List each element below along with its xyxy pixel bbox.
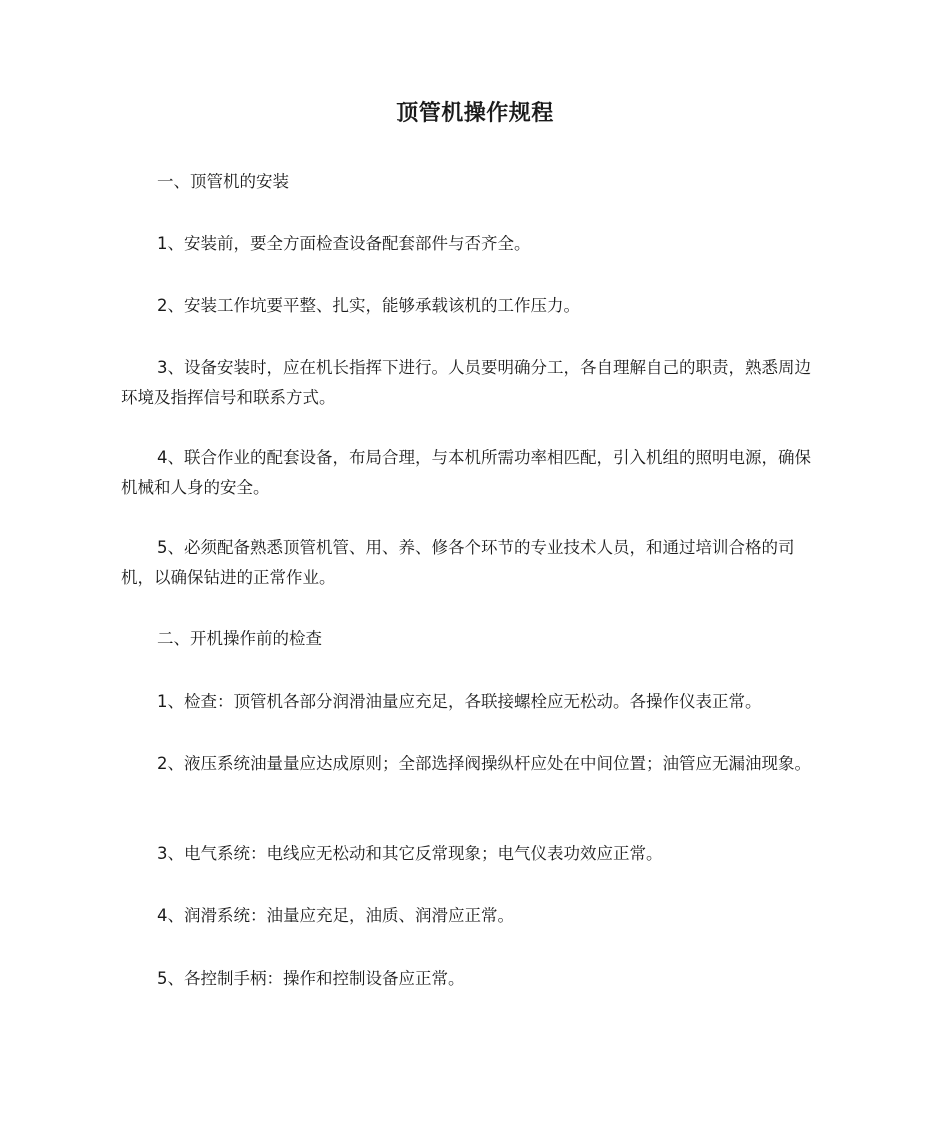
- paragraph-check-1: 1、检查：顶管机各部分润滑油量应充足，各联接螺栓应无松动。各操作仪表正常。: [157, 692, 762, 711]
- paragraph-check-2: 2、液压系统油量量应达成原则；全部选择阀操纵杆应处在中间位置；油管应无漏油现象。: [157, 754, 811, 773]
- section-heading-precheck: 二、开机操作前的检查: [157, 629, 322, 648]
- paragraph-check-4: 4、润滑系统：油量应充足，油质、润滑应正常。: [157, 906, 514, 925]
- section-heading-installation: 一、顶管机的安装: [157, 172, 289, 191]
- document-title: 顶管机操作规程: [396, 101, 554, 126]
- paragraph-install-2: 2、安装工作坑要平整、扎实，能够承载该机的工作压力。: [157, 296, 580, 315]
- paragraph-install-4: 4、联合作业的配套设备，布局合理，与本机所需功率相匹配，引入机组的照明电源，确保机械和人身的安全。: [121, 448, 811, 497]
- paragraph-check-3: 3、电气系统：电线应无松动和其它反常现象；电气仪表功效应正常。: [157, 844, 663, 863]
- paragraph-check-5: 5、各控制手柄：操作和控制设备应正常。: [157, 969, 465, 988]
- paragraph-install-5: 5、必须配备熟悉顶管机管、用、养、修各个环节的专业技术人员，和通过培训合格的司机，以确保钻进的正常作业。: [121, 538, 795, 587]
- paragraph-install-3: 3、设备安装时，应在机长指挥下进行。人员要明确分工，各自理解自己的职责，熟悉周边环境及指挥信号和联系方式。: [121, 358, 811, 407]
- paragraph-install-1: 1、安装前，要全方面检查设备配套部件与否齐全。: [157, 234, 531, 253]
